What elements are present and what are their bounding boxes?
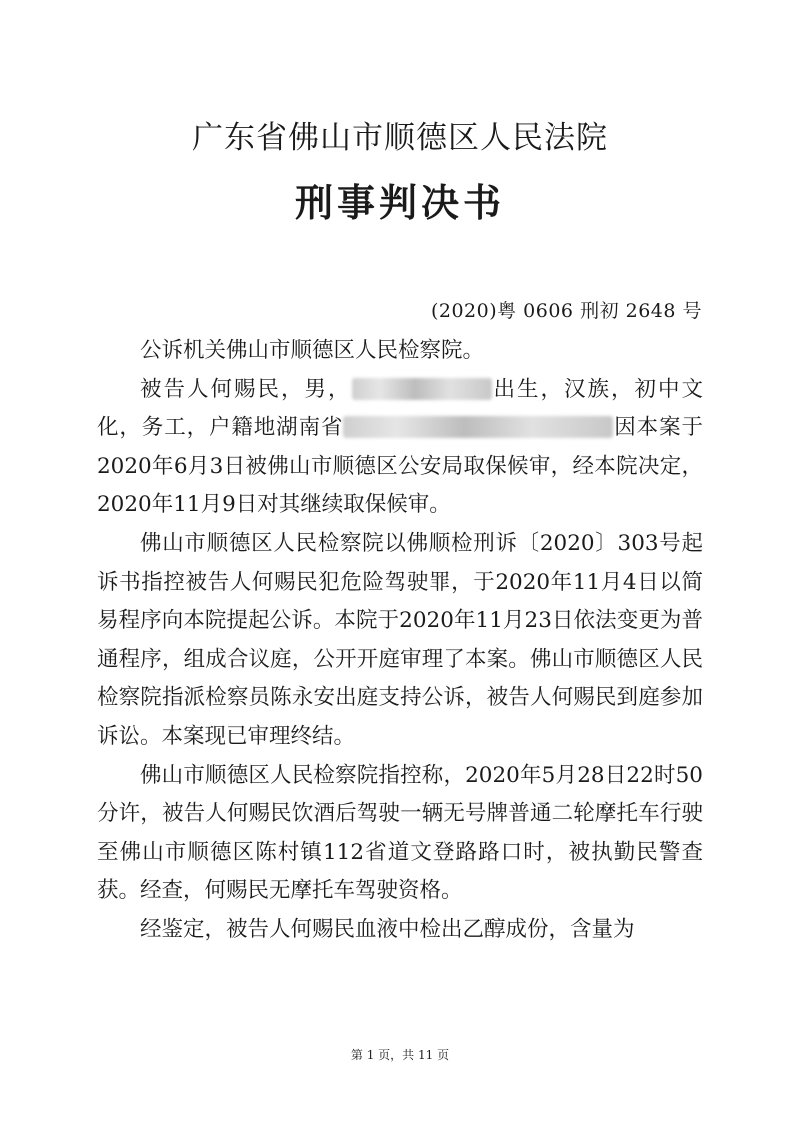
court-name: 广东省佛山市顺德区人民法院 [192,120,608,156]
defendant-custody: 因本案于2020年6月3日被佛山市顺德区公安局取保候审，经本院决定，2020年11月9日对其继续取保候审。 [97,415,703,518]
defendant-details: 出生，汉族，初中文化，务工，户籍地湖南省 [97,376,703,441]
paragraph-appraisal: 经鉴定，被告人何赐民血液中检出乙醇成份，含量为 [140,916,635,942]
redacted-address [343,416,613,438]
page-footer: 第 1 页，共 11 页 [350,1048,450,1062]
paragraph-prosecutor: 公诉机关佛山市顺德区人民检察院。 [140,338,485,363]
defendant-intro: 被告人何赐民，男， [140,376,352,402]
paragraph-defendant [97,371,703,525]
paragraph-charges: 佛山市顺德区人民检察院指控称，2020年5月28日22时50分许，被告人何赐民饮酒后驾驶一辆无号牌普通二轮摩托车行驶至佛山市顺德区陈村镇112省道文登路路口时，被执勤民警查获。经查，何赐民无摩托车驾驶资格。 [97,762,703,904]
paragraph-indictment: 佛山市顺德区人民检察院以佛顺检刑诉〔2020〕303号起诉书指控被告人何赐民犯危险驾驶罪，于2020年11月4日以简易程序向本院提起公诉。本院于2020年11月23日依法变更为普通程序，组成合议庭，公开开庭审理了本案。佛山市顺德区人民检察院指派检察员陈永安出庭支持公诉，被告人何赐民到庭参加诉讼。本案现已审理终结。 [97,530,703,749]
case-number: (2020)粤 0606 刑初 2648 号 [430,300,702,322]
document-title: 刑事判决书 [294,181,505,225]
redacted-birthdate [352,378,492,400]
judgment-body [97,332,703,950]
